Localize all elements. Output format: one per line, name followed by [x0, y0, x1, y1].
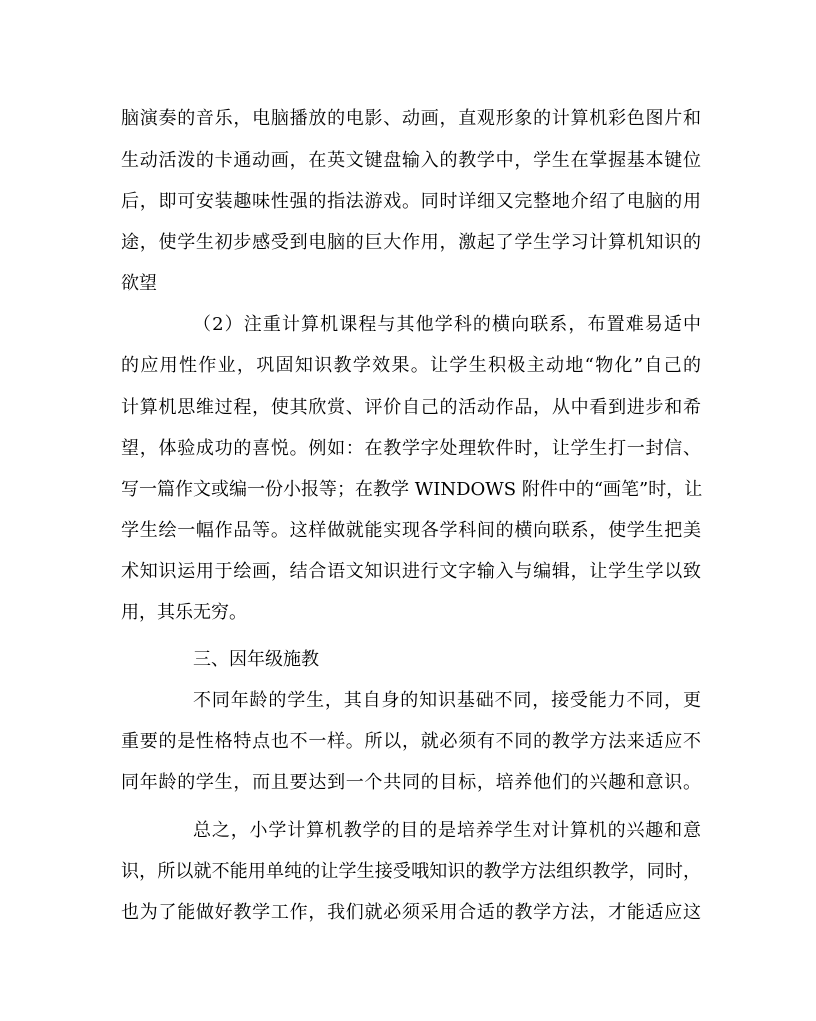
paragraph-line: 欲望 — [121, 273, 157, 294]
paragraph-line: 写一篇作文或编一份小报等；在教学 WINDOWS 附件中的“画笔”时，让 — [121, 479, 703, 500]
paragraph-line: 生动活泼的卡通动画，在英文键盘输入的教学中，学生在掌握基本键位 — [121, 150, 701, 171]
paragraph-line: 途，使学生初步感受到电脑的巨大作用，激起了学生学习计算机知识的 — [121, 232, 701, 253]
paragraph-line: 学生绘一幅作品等。这样做就能实现各学科间的横向联系，使学生把美 — [121, 520, 701, 541]
paragraph-line: 也为了能做好教学工作，我们就必须采用合适的教学方法，才能适应这 — [121, 902, 701, 923]
paragraph-line: 术知识运用于绘画，结合语文知识进行文字输入与编辑，让学生学以致 — [121, 561, 701, 582]
paragraph-line: 后，即可安装趣味性强的指法游戏。同时详细又完整地介绍了电脑的用 — [121, 191, 701, 212]
paragraph-line: 同年龄的学生，而且要达到一个共同的目标，培养他们的兴趣和意识。 — [121, 772, 701, 793]
paragraph-line: 重要的是性格特点也不一样。所以，就必须有不同的教学方法来适应不 — [121, 731, 701, 752]
paragraph-line: 望，体验成功的喜悦。例如：在教学字处理软件时，让学生打一封信、 — [121, 438, 701, 459]
section-heading: 三、因年级施教 — [193, 649, 319, 670]
paragraph-line: 的应用性作业，巩固知识教学效果。让学生积极主动地“物化”自己的 — [121, 355, 701, 376]
paragraph-line: 总之，小学计算机教学的目的是培养学生对计算机的兴趣和意 — [193, 820, 701, 841]
paragraph-line: 计算机思维过程，使其欣赏、评价自己的活动作品，从中看到进步和希 — [121, 397, 701, 418]
paragraph-line: 识，所以就不能用单纯的让学生接受哦知识的教学方法组织教学，同时， — [121, 861, 701, 882]
paragraph-line: （2）注重计算机课程与其他学科的横向联系，布置难易适中 — [193, 314, 701, 335]
paragraph-line: 不同年龄的学生，其自身的知识基础不同，接受能力不同，更 — [193, 690, 701, 711]
paragraph-line: 脑演奏的音乐，电脑播放的电影、动画，直观形象的计算机彩色图片和 — [121, 108, 701, 129]
paragraph-line: 用，其乐无穷。 — [121, 602, 247, 623]
